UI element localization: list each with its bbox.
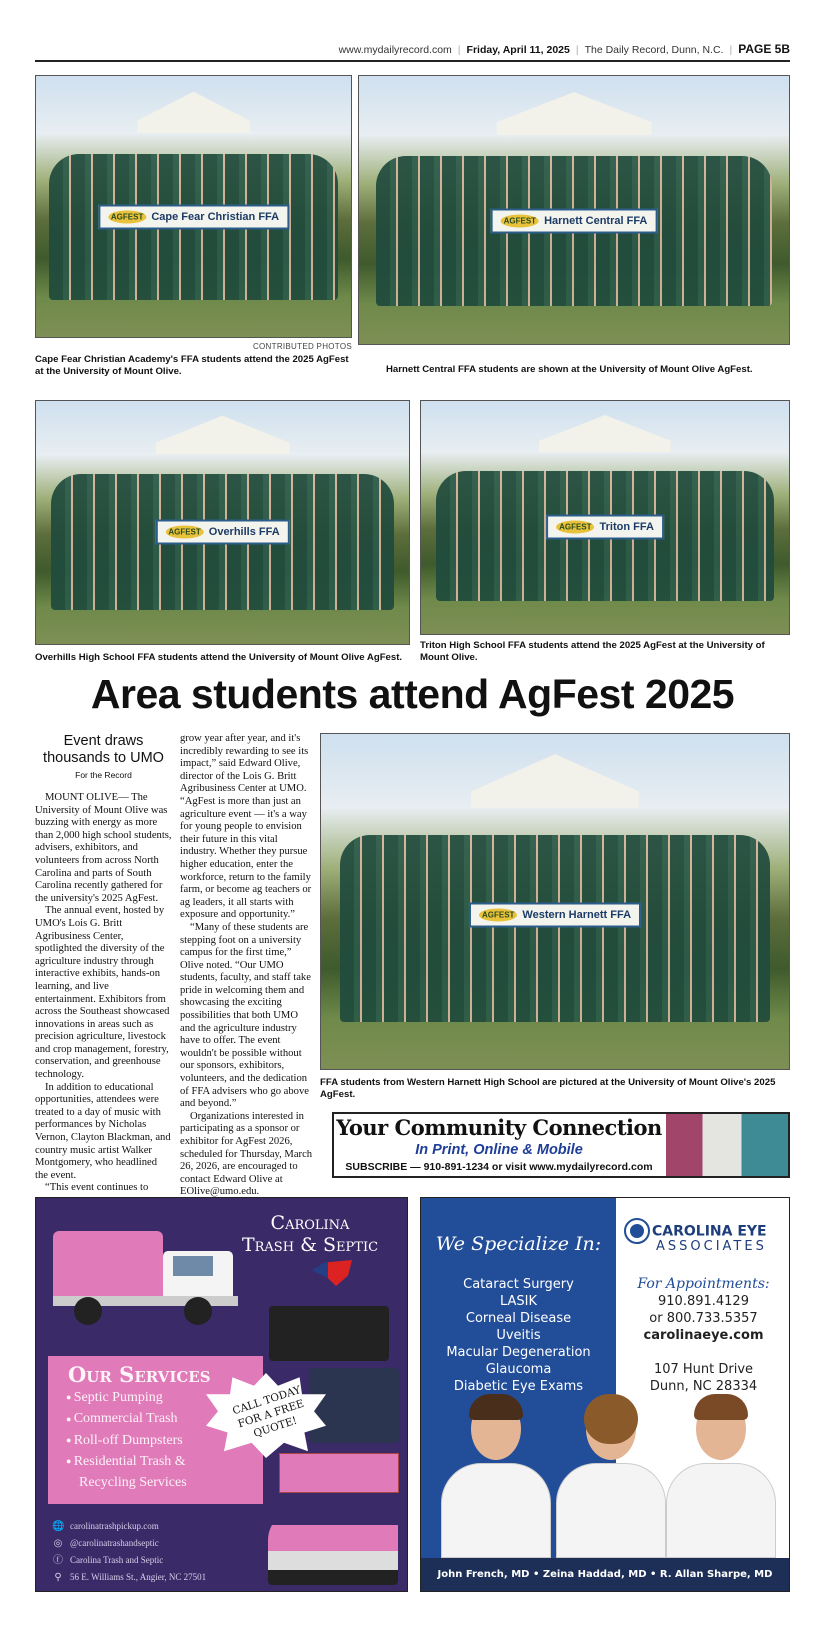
doctor-portrait: [556, 1398, 666, 1558]
roll-off-dumpster-image: [279, 1453, 399, 1493]
article-paragraph: Organizations interested in participating as a sponsor or exhibitor for AgFest 2026, scheduled for Thursday, March 26, 2026, are encouraged to contact Edward Olive at EOlive@umo.edu.: [180, 1110, 313, 1198]
photo-caption: FFA students from Western Harnett High School are pictured at the University of Mount Olive's 2025 AgFest.: [320, 1077, 776, 1100]
location-pin-icon: ⚲: [54, 1572, 62, 1583]
photo-overhills: [35, 400, 410, 645]
appointments-label: For Appointments:: [637, 1276, 770, 1292]
logo-line1: CAROLINA EYE: [652, 1223, 767, 1240]
doctor-portrait: [666, 1398, 776, 1558]
carolina-trash-septic-ad[interactable]: [35, 1197, 408, 1592]
doctor-portrait: [441, 1398, 551, 1558]
ffa-sign: [155, 520, 289, 545]
ad-subscribe-cta[interactable]: SUBSCRIBE — 910-891-1234 or visit www.mydailyrecord.com: [345, 1161, 653, 1173]
eye-website[interactable]: carolinaeye.com: [643, 1328, 764, 1343]
service-item: ● Septic Pumping: [48, 1387, 263, 1408]
ad-subtitle: In Print, Online & Mobile: [415, 1142, 583, 1158]
agfest-badge: AGFEST: [165, 526, 203, 539]
service-item: Cataract Surgery: [463, 1277, 574, 1292]
photo-caption: Cape Fear Christian Academy's FFA students attend the 2025 AgFest at the University of Mount Olive.: [35, 354, 349, 377]
services-list: [421, 1276, 616, 1395]
service-item: ● Commercial Trash: [48, 1408, 263, 1429]
people-with-devices-image: [666, 1114, 788, 1176]
photo-caption: Triton High School FFA students attend the 2025 AgFest at the University of Mount Olive.: [420, 640, 765, 663]
contact-info: [52, 1518, 206, 1586]
company-name: [225, 1212, 395, 1256]
appointment-info: [616, 1276, 790, 1395]
photo-harnett-central: [358, 75, 790, 345]
eye-logo-icon: [626, 1220, 648, 1242]
agfest-badge: AGFEST: [556, 520, 594, 533]
trash-bins-image: [269, 1306, 389, 1361]
article-paragraph: The annual event, hosted by UMO's Lois G. Britt Agribusiness Center, spotlighted the diversity of the agriculture industry through interactive exhibits, hands-on learning, and live entertainment. Exhibitors from across the Southeast showcased innovations in areas such as precision agriculture, livestock and crop management, forestry, conservation, and greenhouse technology.: [35, 905, 170, 1081]
article-paragraph: “This event continues to: [45, 1182, 149, 1194]
address-line2: Dunn, NC 28334: [649, 1379, 758, 1394]
students-group: [340, 835, 771, 1023]
page-header: www.mydailyrecord.com | Friday, April 11, 2025 | The Daily Record, Dunn, N.C. | PAGE 5B: [338, 42, 790, 56]
article-byline: For the Record: [75, 770, 132, 780]
gazebo: [471, 754, 639, 808]
photo-caption: Overhills High School FFA students attend the University of Mount Olive AgFest.: [35, 652, 403, 663]
service-item: ● Roll-off Dumpsters: [48, 1430, 263, 1451]
logo-line2: ASSOCIATES: [656, 1239, 767, 1254]
septic-tanker-image: [268, 1510, 398, 1585]
ad-title: Your Community Connection: [336, 1115, 662, 1140]
company-name-line2: Trash & Septic: [241, 1234, 379, 1256]
company-name-line1: Carolina: [270, 1212, 350, 1234]
gazebo: [539, 415, 671, 452]
address-line1: 107 Hunt Drive: [653, 1362, 754, 1377]
sign-text: Cape Fear Christian FFA: [151, 210, 280, 223]
service-item: Uveitis: [496, 1328, 541, 1343]
header-paper: The Daily Record, Dunn, N.C.: [584, 44, 724, 56]
ffa-sign: [546, 514, 664, 539]
header-rule: [35, 60, 790, 62]
photo-cape-fear-christian: [35, 75, 352, 338]
globe-icon: 🌐: [52, 1521, 65, 1532]
phone-primary[interactable]: 910.891.4129: [658, 1294, 749, 1309]
call-today-text: CALL TODAY FOR A FREE QUOTE!: [231, 1384, 306, 1440]
agfest-badge: AGFEST: [108, 210, 146, 223]
article-headline: Area students attend AgFest 2025: [90, 671, 735, 717]
specialize-heading: We Specialize In:: [435, 1233, 602, 1255]
phone-secondary[interactable]: or 800.733.5357: [649, 1311, 758, 1326]
doctors-photo: [431, 1398, 779, 1558]
service-item: LASIK: [499, 1294, 538, 1309]
photo-western-harnett: [320, 733, 790, 1070]
subscription-ad[interactable]: [332, 1112, 790, 1178]
header-date: Friday, April 11, 2025: [466, 44, 570, 56]
article-deck: Event draws thousands to UMO: [43, 733, 164, 766]
service-item: Glaucoma: [485, 1362, 552, 1377]
sign-text: Triton FFA: [599, 520, 654, 533]
carolina-eye-logo: [626, 1220, 767, 1254]
photo-triton: [420, 400, 790, 635]
gazebo: [497, 92, 652, 135]
trash-website[interactable]: carolinatrashpickup.com: [70, 1521, 159, 1531]
gazebo: [137, 92, 250, 134]
photo-caption: Harnett Central FFA students are shown at the University of Mount Olive AgFest.: [386, 364, 753, 375]
garbage-truck-image: [48, 1216, 248, 1336]
article-paragraph: “Many of these students are stepping foot on a university campus for the first time,” Olive noted. “Our UMO students, faculty, and staff take pride in welcoming them and showcasing the exciting possibilities that both UMO and the agriculture industry have to offer. The event wouldn't be possible without our sponsors, exhibitors, volunteers, and the dedication of FFA advisers who go above and beyond.”: [180, 921, 311, 1110]
gazebo: [155, 416, 289, 455]
sign-text: Overhills FFA: [208, 526, 280, 539]
photo-credit: CONTRIBUTED PHOTOS: [252, 342, 352, 351]
service-item: Recycling Services: [79, 1475, 187, 1491]
trash-instagram[interactable]: @carolinatrashandseptic: [70, 1538, 159, 1548]
agfest-badge: AGFEST: [479, 908, 517, 921]
ffa-sign: [491, 208, 658, 233]
doctor-names: John French, MD • Zeina Haddad, MD • R. Allan Sharpe, MD: [421, 1558, 789, 1591]
header-page-number: PAGE 5B: [738, 42, 790, 56]
article-paragraph: In addition to educational opportunities, attendees were treated to a day of music with performances by Nicholas Vernon, Clayton Blackman, and country music artist Walker Montgomery, who headlined the event.: [35, 1081, 171, 1181]
nc-flag-map-icon: [312, 1260, 352, 1286]
article-column-1: [35, 733, 172, 1195]
article-column-2: [180, 733, 313, 1199]
services-title: Our Services: [68, 1362, 211, 1387]
header-website[interactable]: www.mydailyrecord.com: [338, 44, 452, 56]
ffa-sign: [469, 902, 641, 927]
article-paragraph: grow year after year, and it's incredibly rewarding to see its impact,” said Edward Olive, director of the Lois G. Britt Agribusiness Center at UMO. “AgFest is more than just an agriculture event — it's a way for young people to envision their future in this vital industry. Whether they pursue higher education, enter the workforce, return to the family farm, or become ag teachers or ag leaders, it all starts with exposure and opportunity.”: [180, 733, 312, 921]
service-item: Diabetic Eye Exams: [453, 1379, 584, 1394]
service-item: Macular Degeneration: [446, 1345, 591, 1360]
service-item: Corneal Disease: [465, 1311, 572, 1326]
trash-address: 56 E. Williams St., Angier, NC 27501: [70, 1572, 207, 1582]
instagram-icon: ◎: [53, 1538, 63, 1549]
sign-text: Western Harnett FFA: [522, 908, 632, 921]
carolina-eye-associates-ad[interactable]: [420, 1197, 790, 1592]
ffa-sign: [98, 204, 289, 229]
dumpster-image: [309, 1368, 399, 1443]
article-paragraph: MOUNT OLIVE— The University of Mount Olive was buzzing with energy as more than 2,000 high school students, advisers, exhibitors, and volunteers from across North Carolina and parts of South Carolina recently gathered for the university's 2025 AgFest.: [35, 792, 172, 904]
facebook-icon: ⓕ: [53, 1555, 63, 1566]
sign-text: Harnett Central FFA: [544, 214, 648, 227]
service-item: ● Residential Trash &: [48, 1451, 263, 1472]
agfest-badge: AGFEST: [501, 214, 539, 227]
trash-facebook[interactable]: Carolina Trash and Septic: [70, 1555, 164, 1565]
